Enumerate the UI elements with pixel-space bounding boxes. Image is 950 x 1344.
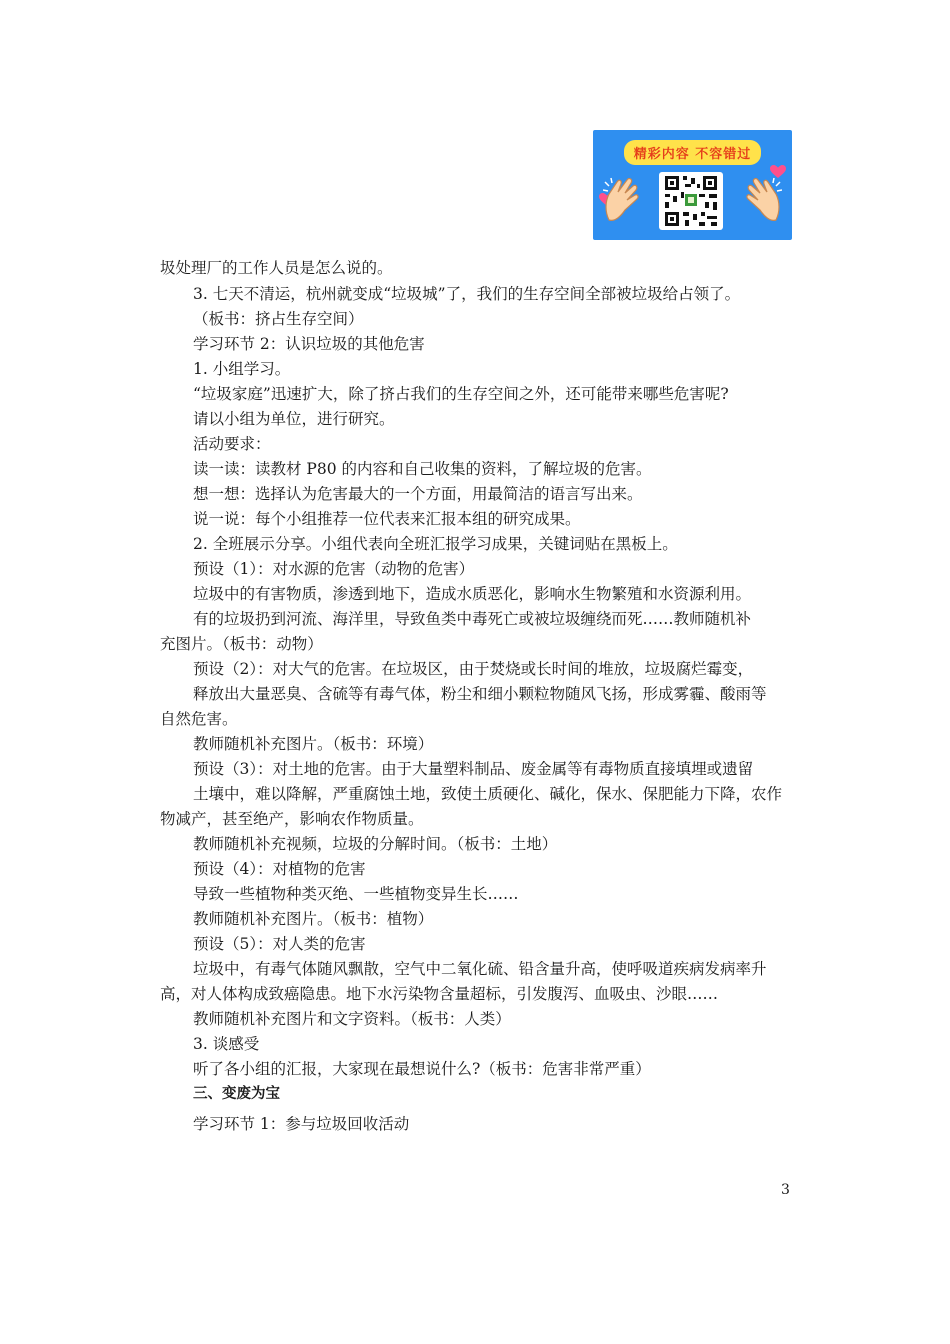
text-line: 充图片。（板书：动物）: [160, 635, 323, 653]
clapping-hands-icon: [742, 176, 782, 224]
text-line: 2. 全班展示分享。小组代表向全班汇报学习成果，关键词贴在黑板上。: [193, 535, 678, 553]
text-line: 教师随机补充图片。（板书：植物）: [193, 910, 434, 928]
text-line: 教师随机补充图片。（板书：环境）: [193, 735, 434, 753]
text-line: 教师随机补充图片和文字资料。（板书：人类）: [193, 1010, 511, 1028]
text-line: 高，对人体构成致癌隐患。地下水污染物含量超标，引发腹泻、血吸虫、沙眼……: [160, 985, 719, 1003]
text-line: 学习环节 1：参与垃圾回收活动: [193, 1115, 410, 1133]
qr-code[interactable]: [659, 172, 723, 230]
text-line: 垃圾中，有毒气体随风飘散，空气中二氧化硫、铅含量升高，使呼吸道疾病发病率升: [193, 960, 767, 978]
text-line: 预设（4）：对植物的危害: [193, 860, 366, 878]
text-line: 圾处理厂的工作人员是怎么说的。: [160, 259, 393, 277]
text-line: 有的垃圾扔到河流、海洋里，导致鱼类中毒死亡或被垃圾缠绕而死……教师随机补: [193, 610, 752, 628]
text-line: 预设（1）：对水源的危害（动物的危害）: [193, 560, 475, 578]
text-line: 物减产，甚至绝产，影响农作物质量。: [160, 810, 424, 828]
section-heading: 学习环节 2：认识垃圾的其他危害: [193, 335, 425, 353]
text-line: 3. 七天不清运，杭州就变成“垃圾城”了，我们的生存空间全部被垃圾给占领了。: [193, 285, 741, 303]
text-line: 释放出大量恶臭、含硫等有毒气体，粉尘和细小颗粒物随风飞扬，形成雾霾、酸雨等: [193, 685, 767, 703]
text-line: 3. 谈感受: [193, 1035, 260, 1053]
text-line: “垃圾家庭”迅速扩大，除了挤占我们的生存空间之外，还可能带来哪些危害呢?: [193, 385, 729, 403]
text-line: 活动要求：: [193, 435, 271, 453]
section-heading: 三、变废为宝: [193, 1086, 280, 1102]
clapping-hands-icon: [603, 176, 643, 224]
page-number: 3: [781, 1182, 790, 1198]
text-line: 听了各小组的汇报，大家现在最想说什么?（板书：危害非常严重）: [193, 1060, 651, 1078]
text-line: 预设（3）：对土地的危害。由于大量塑料制品、废金属等有毒物质直接填埋或遗留: [193, 760, 754, 778]
text-line: 教师随机补充视频，垃圾的分解时间。（板书：土地）: [193, 835, 558, 853]
text-line: 土壤中，难以降解，严重腐蚀土地，致使土质硬化、碱化，保水、保肥能力下降，农作: [193, 785, 783, 803]
banner-title: 精彩内容 不容错过: [593, 140, 792, 165]
text-line: 导致一些植物种类灭绝、一些植物变异生长……: [193, 885, 519, 903]
promo-banner[interactable]: [593, 130, 792, 240]
text-line: 垃圾中的有害物质，渗透到地下，造成水质恶化，影响水生物繁殖和水资源利用。: [193, 585, 752, 603]
text-line: 1. 小组学习。: [193, 360, 291, 378]
text-line: （板书：挤占生存空间）: [193, 310, 364, 328]
text-line: 说一说：每个小组推荐一位代表来汇报本组的研究成果。: [193, 510, 581, 528]
text-line: 预设（5）：对人类的危害: [193, 935, 366, 953]
text-line: 读一读：读教材 P80 的内容和自己收集的资料，了解垃圾的危害。: [193, 460, 652, 478]
text-line: 自然危害。: [160, 710, 238, 728]
text-line: 想一想：选择认为危害最大的一个方面，用最简洁的语言写出来。: [193, 485, 643, 503]
text-line: 请以小组为单位，进行研究。: [193, 410, 395, 428]
text-line: 预设（2）：对大气的危害。在垃圾区，由于焚烧或长时间的堆放，垃圾腐烂霉变，: [193, 660, 754, 678]
